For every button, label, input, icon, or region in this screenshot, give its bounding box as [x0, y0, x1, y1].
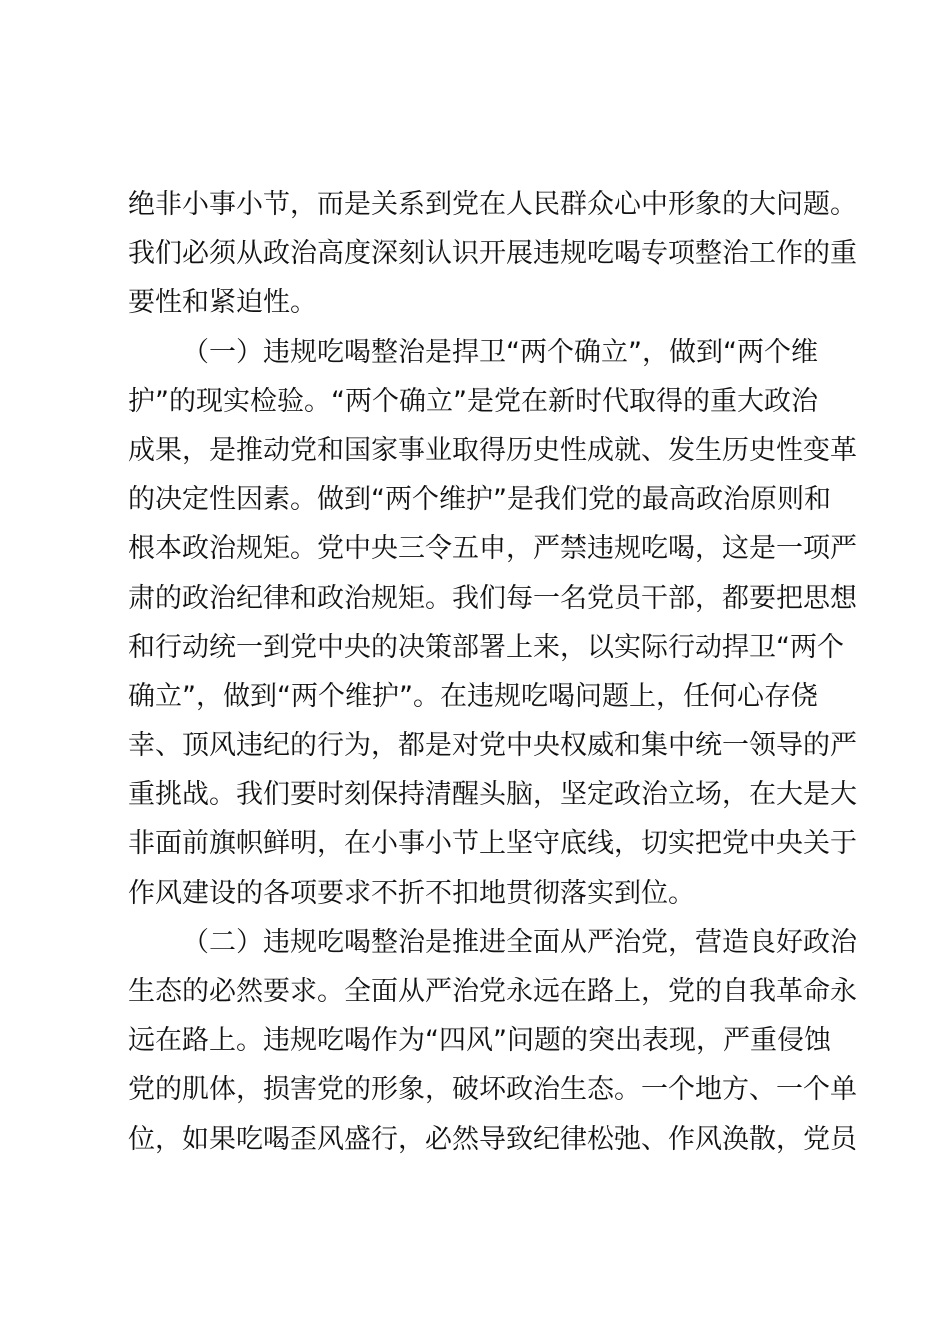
- text-line: 重挑战。我们要时刻保持清醒头脑，坚定政治立场，在大是大: [128, 779, 857, 811]
- text-line: 生态的必然要求。全面从严治党永远在路上，党的自我革命永: [128, 976, 857, 1007]
- text-line: 幸、顶风违纪的行为，都是对党中央权威和集中统一领导的严: [128, 730, 857, 762]
- section-heading-line: （一）违规吃喝整治是捍卫“两个确立”，做到“两个维: [182, 336, 818, 368]
- text-line: 肃的政治纪律和政治规矩。我们每一名党员干部，都要把思想: [128, 582, 857, 614]
- text-line: 非面前旗帜鲜明，在小事小节上坚守底线，切实把党中央关于: [128, 828, 857, 860]
- text-line: 远在路上。违规吃喝作为“四风”问题的突出表现，严重侵蚀: [128, 1025, 831, 1057]
- text-line: 确立”，做到“两个维护”。在违规吃喝问题上，任何心存侥: [128, 680, 818, 712]
- text-line: 位，如果吃喝歪风盛行，必然导致纪律松弛、作风涣散，党员: [128, 1123, 857, 1155]
- section-heading-line: （二）违规吃喝整治是推进全面从严治党，营造良好政治: [182, 926, 857, 958]
- text-line: 的决定性因素。做到“两个维护”是我们党的最高政治原则和: [128, 484, 831, 516]
- text-line: 根本政治规矩。党中央三令五申，严禁违规吃喝，这是一项严: [128, 533, 857, 565]
- text-line: 党的肌体，损害党的形象，破坏政治生态。一个地方、一个单: [128, 1074, 857, 1106]
- text-line: 和行动统一到党中央的决策部署上来，以实际行动捍卫“两个: [128, 631, 844, 663]
- text-line: 我们必须从政治高度深刻认识开展违规吃喝专项整治工作的重: [128, 238, 857, 270]
- text-line: 作风建设的各项要求不折不扣地贯彻落实到位。: [128, 877, 695, 909]
- text-line: 绝非小事小节，而是关系到党在人民群众心中形象的大问题。: [128, 189, 857, 220]
- text-line: 成果，是推动党和国家事业取得历史性成就、发生历史性变革: [128, 434, 857, 466]
- text-line: 要性和紧迫性。: [128, 287, 317, 319]
- text-line: 护”的现实检验。“两个确立”是党在新时代取得的重大政治: [128, 385, 818, 417]
- body-text: [128, 180, 857, 1164]
